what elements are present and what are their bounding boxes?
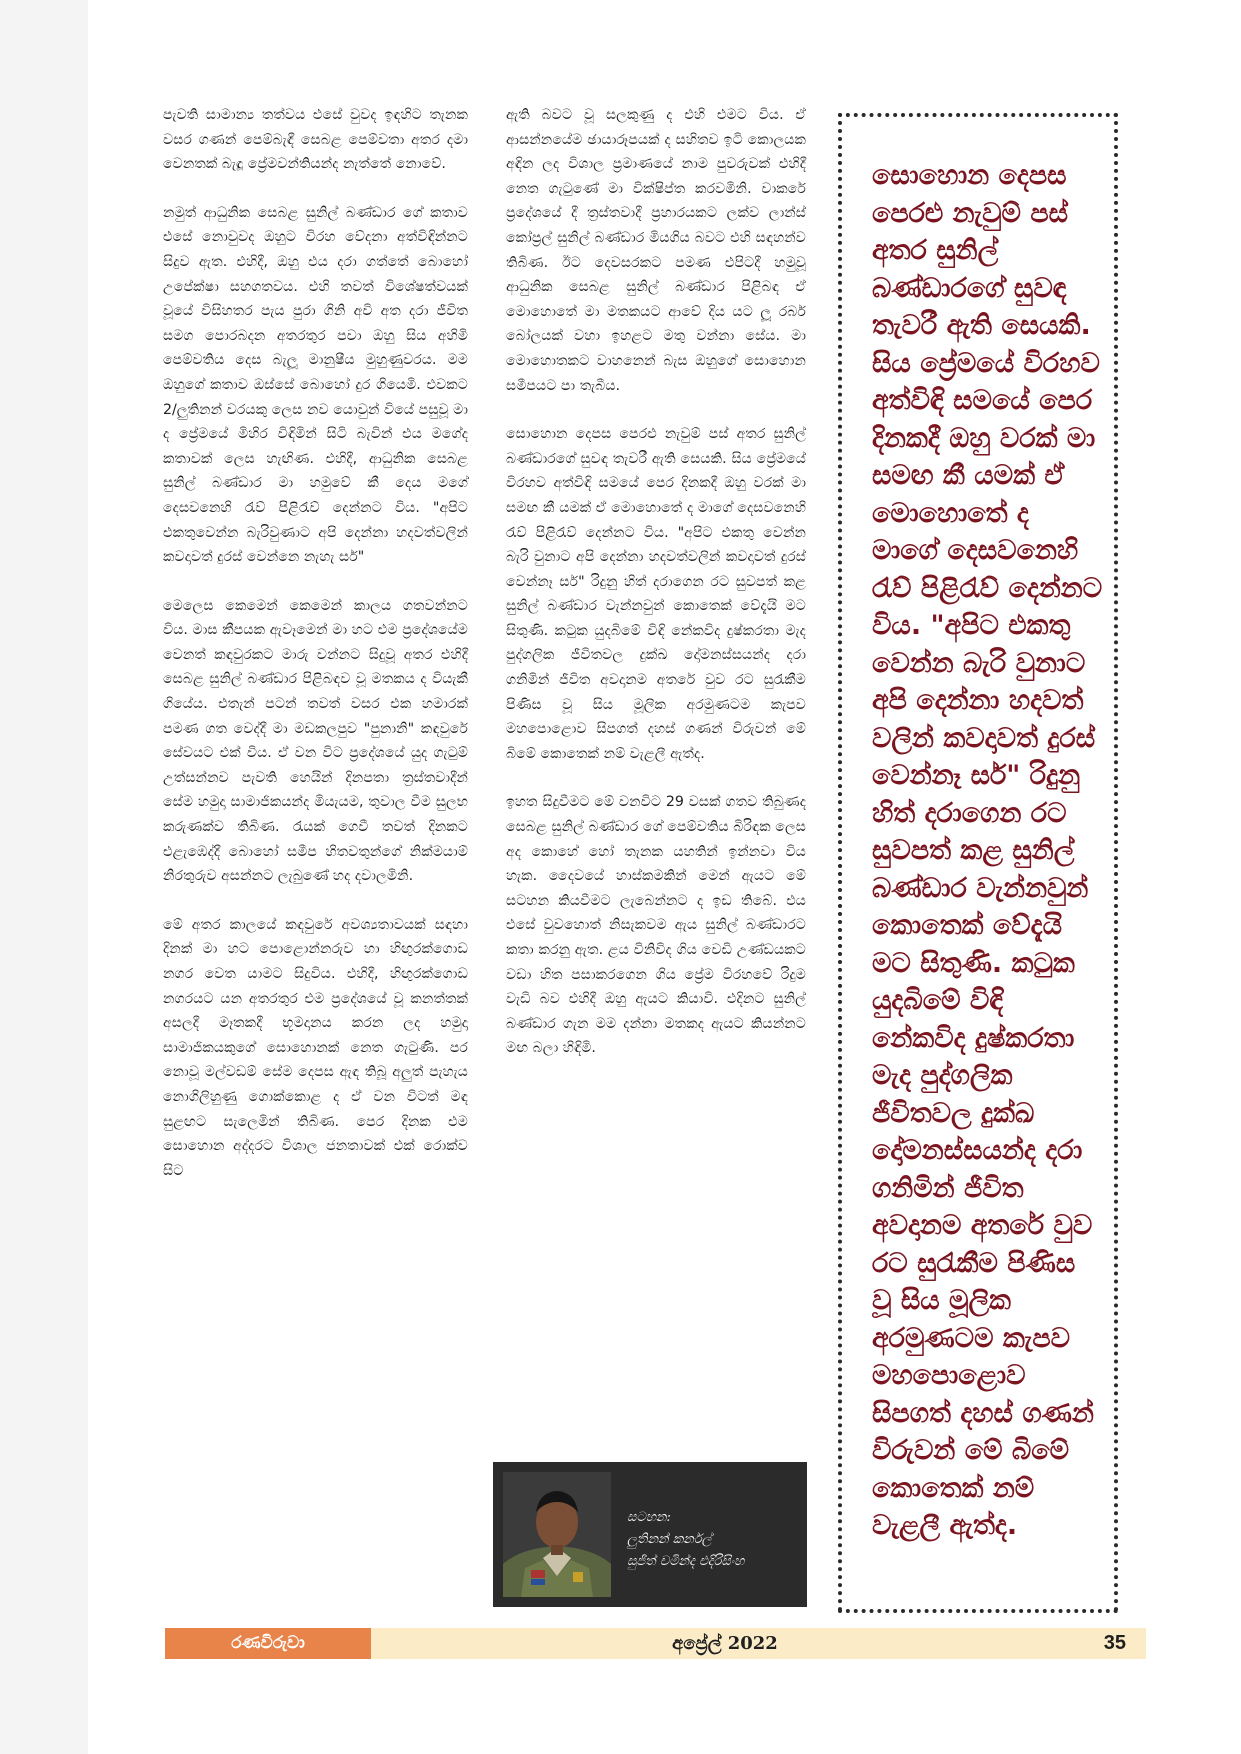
author-photo (503, 1472, 611, 1597)
author-name: සුජිත් චමින්ද එදිරිසිංහ (627, 1554, 745, 1569)
article-paragraph: ඇති බවට වූ සලකුණු ද එහි එමට විය. ඒ ආසන්නයේම ඡායාරූපයක් ද සහිතව ඉටි කොලයක අඳින ලද විශාල ප්‍රමාණයේ නාම පුවරුවක් එහිදී නෙත ගැටුණේ මා වික්ෂිප්ත කරවමිනි. වාකරේ ප්‍රදේශයේ දී ත්‍රස්තවාදී ප්‍රහාරයකට ලක්ව ලාන්ස් කෝප්‍රල් සුනිල් බණ්ඩාර මියගිය බවට එහි සඳහන්ව තිබිණ. ඊට දෙවසරකට පමණ එපිටදී හමුවූ ආධුනික සෙබළ සුනිල් බණ්ඩාර පිළිබඳ ඒ මොහොතේ මා මතකයට ආවේ දිය යට ලූ රබර් බෝලයක් වහා ඉහළට මතු වන්නා සේය. මා මොහොතකට වාහනෙන් බැස ඔහුගේ සොහොන සමීපයට පා තැබීය. (506, 107, 806, 394)
author-credit (627, 1507, 797, 1573)
page-margin-strip (0, 0, 88, 1754)
magazine-name: රණවිරුවා (165, 1628, 371, 1659)
author-box (493, 1462, 807, 1607)
article-paragraph: පැවති සාමාන්‍ය තත්වය එසේ වුවද ඉඳහිට තැනක වසර ගණන් පෙම්බැඳී සෙබළ පෙම්වතා අතර දමා වෙනතක් බැඳූ ප්‍රේමවන්තියන්ද නැත්තේ නොවේ. (163, 107, 468, 173)
article-paragraph: ඉහත සිදුවීමට මේ වනවිට 29 වසක් ගතව තිබුණද සෙබළ සුනිල් බණ්ඩාර ගේ පෙම්වතිය බිරිඳක ලෙස අද කොහේ හෝ තැනක යහතින් ඉන්නවා විය හැක. දෛවයේ හාස්කමකින් මෙන් ඇයට මේ සටහන කියවීමට ලැබෙන්නට ද ඉඩ තිබේ. එය එසේ වුවහොත් නිසැකවම ඇය සුනිල් බණ්ඩාරට කතා කරනු ඇත. ළය විනිවිද ගිය වෙඩි උණ්ඩයකට වඩා හිත පසාකරගෙන ගිය ප්‍රේම විරහවේ රිදුම වැඩි බව එහිදී ඔහු ඇයට කියාවි. එදිනට සුනිල් බණ්ඩාර ගැන මම දන්නා මතකද ඇයට කියන්නට මඟ බලා හිඳිමි. (506, 794, 806, 1057)
author-label: සටහන: (627, 1510, 671, 1525)
page-number: 35 (1103, 1632, 1126, 1654)
article-paragraph: සොහොන දෙපස පෙරළු නැවුම් පස් අතර සුනිල් බණ්ඩාරගේ සුවඳ තැවරී ඇති සෙයකි. සිය ප්‍රේමයේ විරහව අත්විඳි සමයේ පෙර දිනකදී ඔහු වරක් මා සමඟ කී යමක් ඒ මොහොතේ ද මාගේ දෙසවනෙහි රැව් පිළිරැව් දෙන්නට විය. "අපිට එකතු වෙන්න බැරි වුනාට අපි දෙන්නා හදවත්වලින් කවදාවත් දුරස් වෙන්නෑ සර්" රිදුනු හිත් දරාගෙන රට සුවපත් කළ සුනිල් බණ්ඩාර වැන්නවුන් කොතෙක් වේදැයි මට සිතුණි. කටුක යුදබිමේ විඳි නේකවිද දුෂ්කරතා මැද පුද්ගලික ජීවිතවල දුක්ඛ දෝමනස්සයන්ද දරා ගනිමින් ජීවිත අවදානම අතරේ වුව රට සුරැකීම පිණිස වූ සිය මූලික අරමුණටම කැපව මහපොළොව සිපගත් දහස් ගණන් විරුවන් මේ බිමේ කොතෙක් නම් වැළලී ඇත්ද. (506, 426, 806, 762)
article-paragraph: මේ අතර කාලයේ කඳවුරේ අවශ්‍යතාවයක් සඳහා දිනක් මා හට පොළොන්නරුව හා හිඟුරක්ගොඩ නගර වෙත යාමට සිදුවිය. එහිදී, හිඟුරක්ගොඩ නගරයට යන අතරතුර එම ප්‍රදේශයේ වූ කනත්තක් අසලදී මෑතකදී භූමදානය කරන ලද හමුදා සාමාජිකයකුගේ සොහොනක් නෙත ගැටුණි. පර නොවූ මල්වඩම් සේම දෙපස ඇඳ තිබූ අලුත් පැහැය නොගිලිහුණු ගොක්කොළ ද ඒ වන විටත් මඳ සුළඟට සැලෙමින් තිබිණ. පෙර දිනක එම සොහොන අද්දරට විශාල ජනතාවක් එක් රොක්ව සිට (163, 916, 468, 1179)
article-paragraph: මෙලෙස කෙමෙන් කෙමෙන් කාලය ගතවන්නට විය. මාස කීපයක ඇවෑමෙන් මා හට එම ප්‍රදේශයේම වෙනත් කඳවුරකට මාරු වන්නට සිදුවූ අතර එහිදී සෙබළ සුනිල් බණ්ඩාර පිළිබඳව වූ මතකය ද වියැකී ගියේය. එතැන් පටන් තවත් වසර එක හමාරක් පමණ ගත වෙද්දී මා මඩකලපුව "පුනානි" කඳවුරේ සේවයට එක් විය. ඒ වන විට ප්‍රදේශයේ යුද ගැටුම් උත්සන්නව පැවති හෙයින් දිනපතා ත්‍රස්තවාදීන් සේම හමුදා සාමාජිකයන්ද මියැයම, තුවාල වීම සුලභ කරුණක්ව තිබිණ. රැයක් ගෙවී තවත් දිනකට එළැඹෙද්දී බොහෝ සමීප හිතවතුන්ගේ නික්මයාම් නිරතුරුව අසන්නට ලැබුණේ හද දවාලමිනි. (163, 597, 468, 885)
article-column-2 (506, 103, 806, 1085)
page-footer (165, 1628, 1146, 1659)
pull-quote-text: සොහොන දෙපස පෙරළු නැවුම් පස් අතර සුනිල් බණ්ඩාරගේ සුවඳ තැවරී ඇති සෙයකි. සිය ප්‍රේමයේ විරහව අත්විඳි සමයේ පෙර දිනකදී ඔහු වරක් මා සමඟ කී යමක් ඒ මොහොතේ ද මාගේ දෙසවනෙහි රැව් පිළිරැව් දෙන්නට විය. "අපිට එකතු වෙන්න බැරි වුනාට අපි දෙන්නා හදවත් වලින් කවදාවත් දුරස් වෙන්නෑ සර්" රිදුනු හිත් දරාගෙන රට සුවපත් කළ සුනිල් බණ්ඩාර වැන්නවුන් කොතෙක් වේදැයි මට සිතුණි. කටුක යුදබිමේ විඳි නේකවිද දුෂ්කරතා මැද පුද්ගලික ජීවිතවල දුක්ඛ දෝමනස්සයන්ද දරා ගනිමින් ජීවිත අවදානම අතරේ වුව රට සුරැකීම පිණිස වූ සිය මූලික අරමුණටම කැපව මහපොළොව සිපගත් දහස් ගණන් විරුවන් මේ බිමේ කොතෙක් නම් වැළලී ඇත්ද. (872, 160, 1103, 1541)
issue-date: අප්‍රේල් 2022 (672, 1633, 778, 1654)
author-portrait-image (503, 1472, 611, 1597)
article-paragraph: නමුත් ආධුනික සෙබළ සුනිල් බණ්ඩාර ගේ කතාව එසේ නොවුවද ඔහුට විරහ වේදනා අත්විඳින්නට සිදුව ඇත. එහිදී, ඔහු එය දරා ගත්තේ බොහෝ උපේක්ෂා සහගතවය. එහි තවත් විශේෂත්වයක් වූයේ විසිහතර පැය පුරා ගිනි අවි අත දරා ජීවිත සමග පොරබදන අතරතුර පවා ඔහු සිය අහිමි පෙම්වතිය දෙස බැලූ මානුෂීය මුහුණුවරය. මම ඔහුගේ කතාව ඔස්සේ බොහෝ දුර ගියෙමි. එවකට 2/ලුතිනන් වරයකු ලෙස නව යොවුන් වියේ පසුවූ මා ද ප්‍රේමයේ මිහිර විඳිමින් සිටි බැවින් එය මගේද කතාවක් ලෙස හැඟිණ. එහිදී, ආධුනික සෙබළ සුනිල් බණ්ඩාර මා හමුවේ කී දෙය මගේ දෙසවනෙහි රැව් පිළිරැව් දෙන්නට විය. "අපිට එකතුවෙන්න බැරිවුණාට අපි දෙන්නා හදවත්වලින් කවදාවත් දුරස් වෙන්නෙ නැහැ සර්" (163, 204, 468, 566)
pull-quote-box (838, 113, 1118, 1613)
author-rank: ලුතිනන් කර්නල් (627, 1532, 712, 1547)
article-column-1 (163, 103, 468, 1207)
